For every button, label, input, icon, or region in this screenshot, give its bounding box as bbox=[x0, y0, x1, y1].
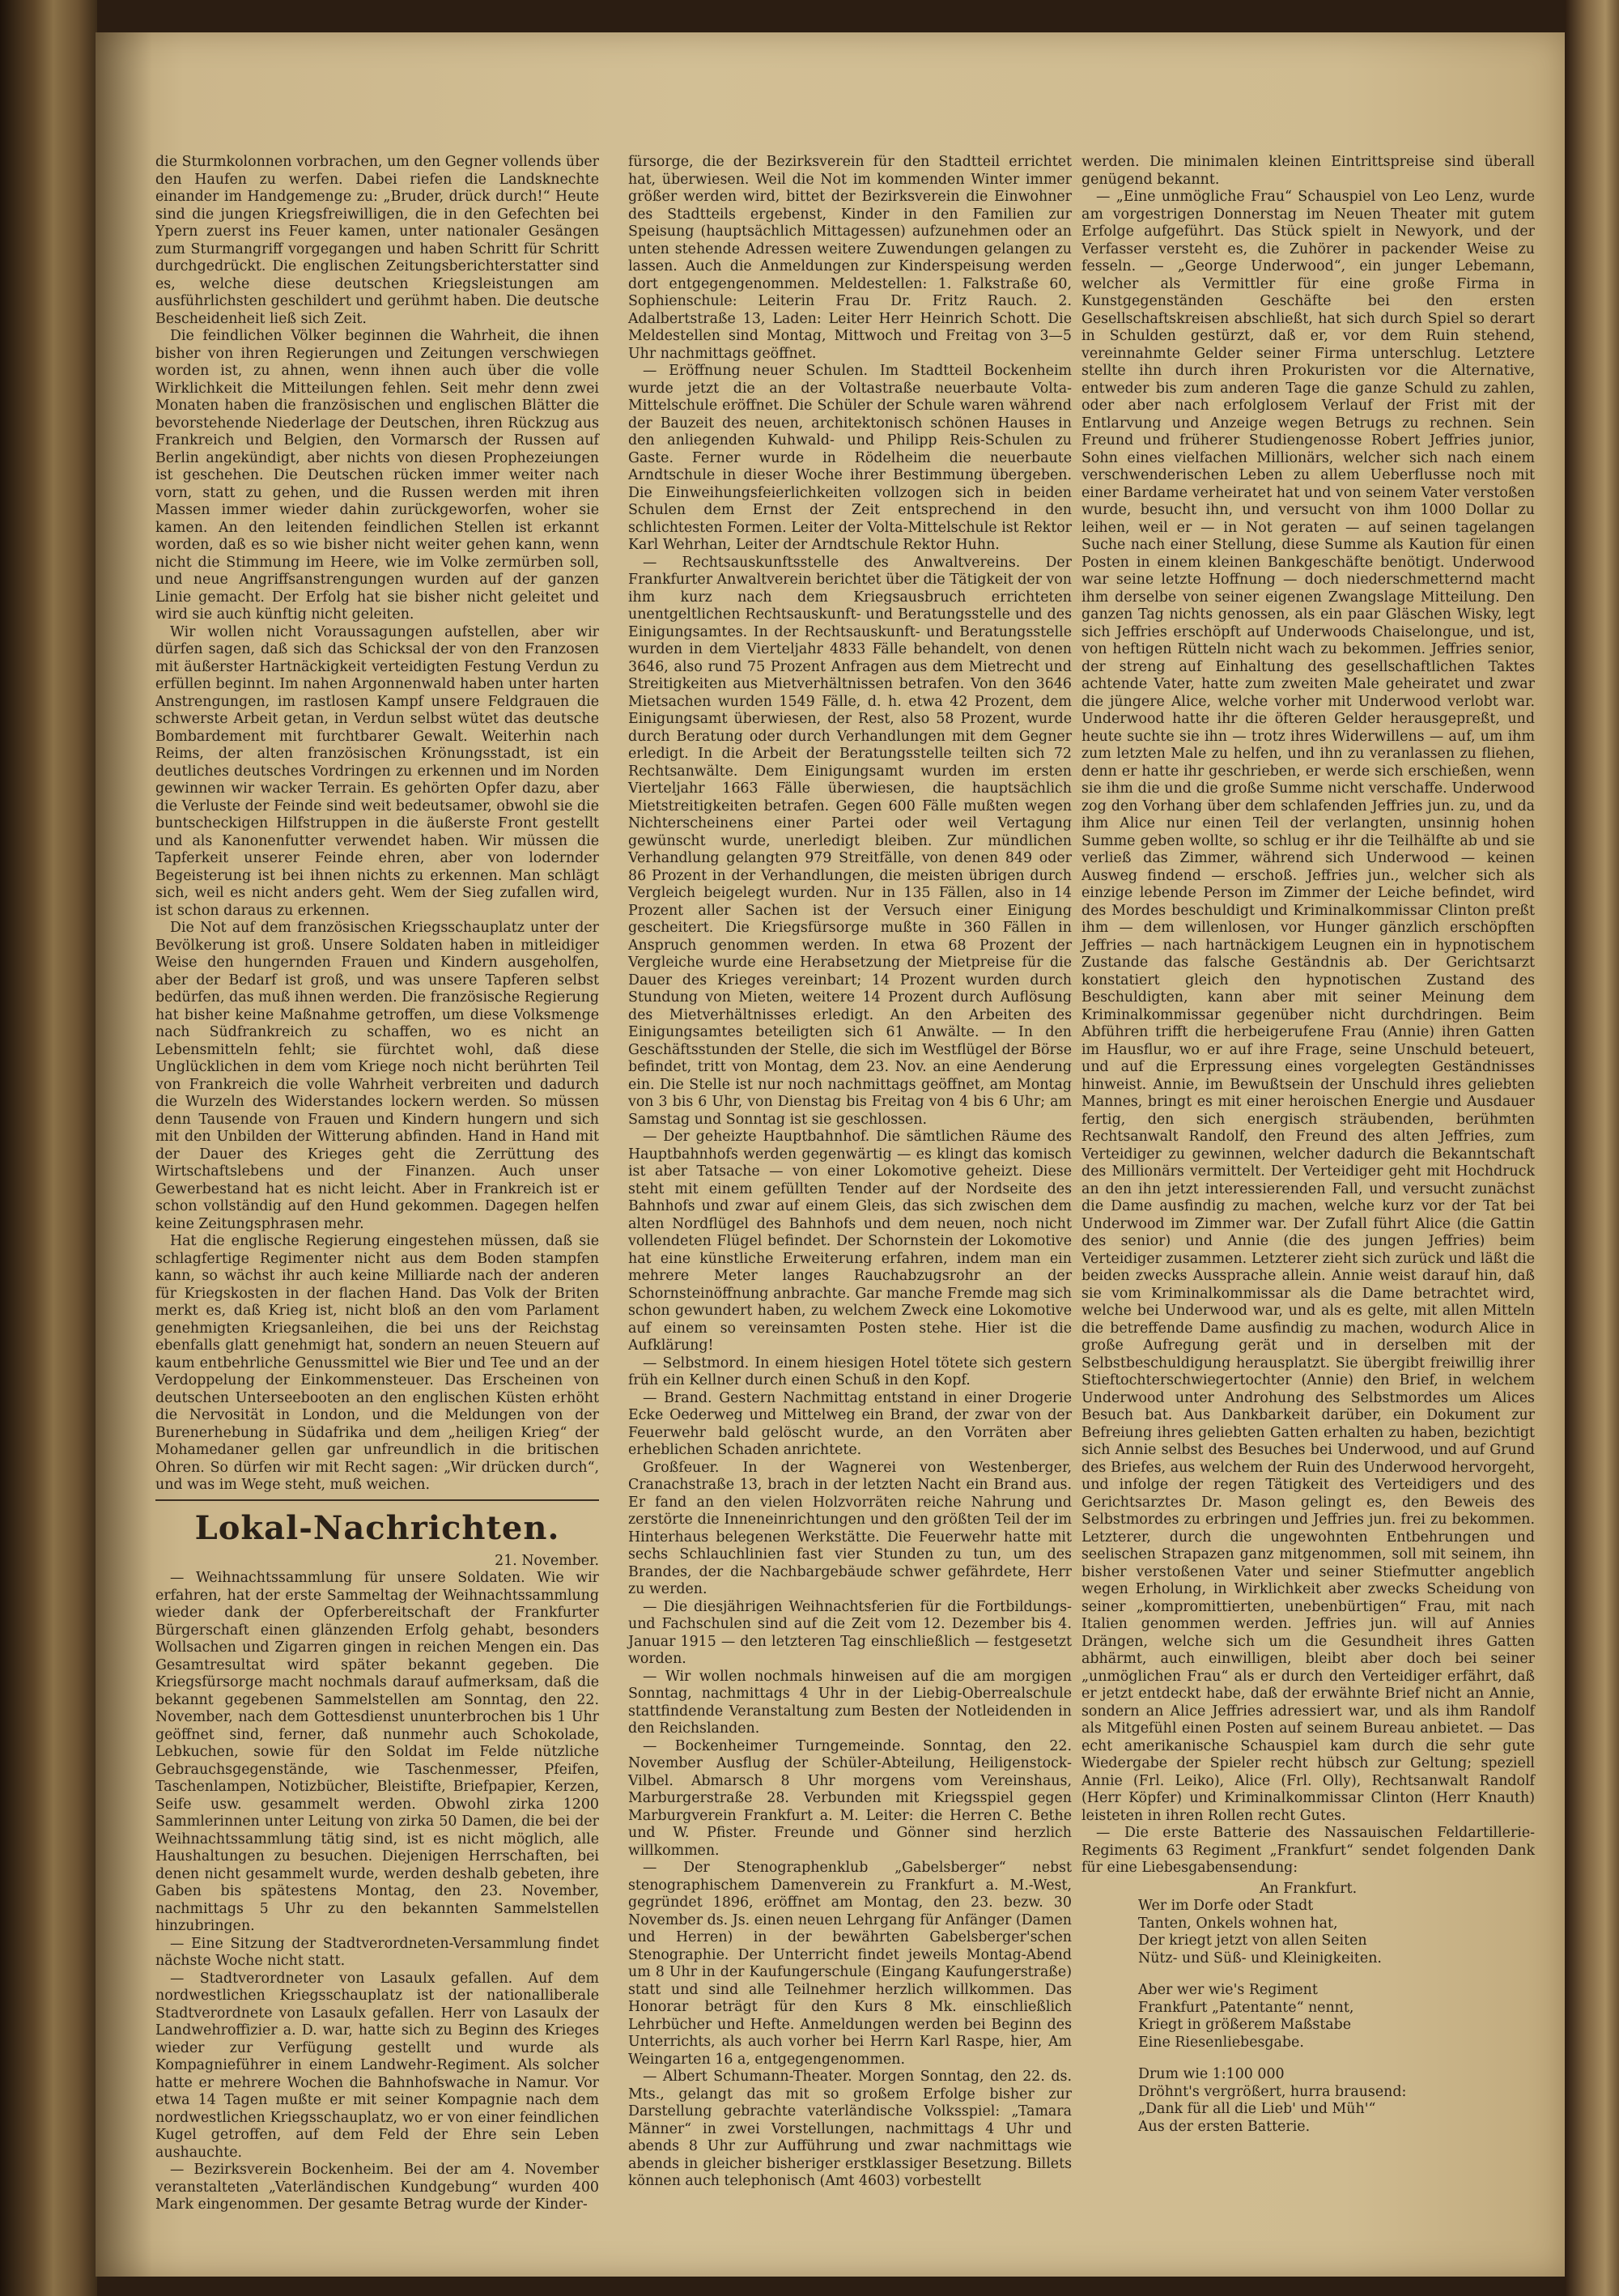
dateline: 21. November. bbox=[495, 1552, 599, 1569]
poem-line: Dröhnt's vergrößert, hurra brausend: bbox=[1138, 2083, 1407, 2100]
news-item: — Die erste Batterie des Nassauischen Feldartillerie-Regiments 63 Regiment „Frankfurt“ sendet folgenden Dank für eine Liebesgabensendung: bbox=[1081, 1825, 1535, 1876]
column-left bbox=[155, 154, 599, 2214]
column-middle bbox=[628, 154, 1072, 2191]
poem-line: Aus der ersten Batterie. bbox=[1138, 2118, 1311, 2135]
poem-line: Wer im Dorfe oder Stadt bbox=[1138, 1898, 1314, 1914]
news-item: — Wir wollen nochmals hinweisen auf die am morgigen Sonntag, nachmittags 4 Uhr in der Liebig-Oberrealschule stattfindende Veranstaltung zum Besten der Notleidenden in den Reichslanden. bbox=[628, 1668, 1072, 1737]
news-item: — Eröffnung neuer Schulen. Im Stadtteil Bockenheim wurde jetzt die an der Voltastraße neuerbaute Volta-Mittelschule eröffnet. Die Schüler der Schule waren während der Bauzeit des neuen, architektonisch schönen Hauses in den anliegenden Kuhwald- und Philipp Reis-Schulen zu Gaste. Ferner wurde in Rödelheim die neuerbaute Arndtschule in dieser Woche ihrer Bestimmung übergeben. Die Einweihungsfeierlichkeiten vollzogen sich in beiden Schulen dem Ernst der Zeit entsprechend in den schlichtesten Formen. Leiter der Volta-Mittelschule ist Rektor Karl Wehrhan, Leiter der Arndtschule Rektor Huhn. bbox=[628, 363, 1072, 553]
news-item: fürsorge, die der Bezirksverein für den Stadtteil errichtet hat, überwiesen. Weil die Not im kommenden Winter immer größer werden wird, bittet der Bezirksverein die Einwohner des Stadtteils ergebenst, Kinder in den Familien zur Speisung (hauptsächlich Mittagessen) aufzunehmen oder an unten stehende Adressen weitere Zuwendungen gelangen zu lassen. Auch die Anmeldungen zur Kinderspeisung werden dort entgegengenommen. Meldestellen: 1. Falkstraße 60, Sophienschule: Leiterin Frau Dr. Fritz Rauch. 2. Adalbertstraße 13, Laden: Leiter Herr Heinrich Schott. Die Meldestellen sind Montag, Mittwoch und Freitag von 3—5 Uhr nachmittags geöffnet. bbox=[628, 154, 1072, 362]
article-paragraph: Wir wollen nicht Voraussagungen aufstellen, aber wir dürfen sagen, daß sich das Schicksal der von den Franzosen mit äußerster Hartnäckigkeit verteidigten Festung Verdun zu erfüllen beginnt. Im nahen Argonnenwald haben unter harten Anstrengungen, im rastlosen Kampf unsere Feldgrauen die schwerste Arbeit getan, in Verdun selbst wütet das deutsche Bombardement mit furchtbarer Gewalt. Weiterhin nach Reims, der alten französischen Krönungsstadt, ist ein deutliches deutsches Vordringen zu erkennen und im Norden gewinnen wir wacker Terrain. Es gehörten Opfer dazu, aber die Verluste der Feinde sind weit bedeutsamer, obwohl sie die buntscheckigen Hilfstruppen in die äußerste Front gestellt und als Kanonenfutter verwendet haben. Wir müssen die Tapferkeit unserer Feinde ehren, aber von lodernder Begeisterung ist bei ihnen nichts zu erkennen. Man schlägt sich, weil es nicht anders geht. Wem der Sieg zufallen wird, ist schon daraus zu erkennen. bbox=[155, 623, 599, 919]
poem bbox=[1138, 1881, 1535, 2137]
section-heading: Lokal-Nachrichten. bbox=[194, 1508, 560, 1547]
poem-line: Kriegt in größerem Maßstabe bbox=[1138, 2017, 1352, 2033]
book-edge-right bbox=[1565, 0, 1619, 2296]
poem-title: An Frankfurt. bbox=[1259, 1880, 1358, 1897]
stanza-gap bbox=[1138, 1967, 1535, 1982]
news-item: Großfeuer. In der Wagnerei von Westenberger, Cranachstraße 13, brach in der letzten Nacht ein Brand aus. Er fand an den vielen Holzvorräten reiche Nahrung und zerstörte die Inneneinrichtungen und den größten Teil der im Hinterhaus belegenen Werkstätte. Die Feuerwehr hatte mit sechs Schlauchlinien fast vier Stunden zu tun, um des Brandes, der die Nachbargebäude schwer gefährdete, Herr zu werden. bbox=[628, 1459, 1072, 1597]
poem-line: „Dank für all die Lieb' und Müh'“ bbox=[1138, 2101, 1376, 2117]
news-item: — Bezirksverein Bockenheim. Bei der am 4. November veranstalteten „Vaterländischen Kundgebung“ wurden 400 Mark eingenommen. Der gesamte Betrag wurde der Kinder- bbox=[155, 2162, 599, 2213]
poem-line: Der kriegt jetzt von allen Seiten bbox=[1138, 1932, 1367, 1949]
news-item: — Bockenheimer Turngemeinde. Sonntag, den 22. November Ausflug der Schüler-Abteilung, Heiligenstock-Vilbel. Abmarsch 8 Uhr morgens vom Vereinshaus, Marburgerstraße 28. Verbunden mit Kriegsspiel gegen Marburgverein Frankfurt a. M. Leiter: die Herren C. Bethe und W. Pfister. Freunde und Gönner sind herzlich willkommen. bbox=[628, 1737, 1072, 1859]
news-item: — Eine Sitzung der Stadtverordneten-Versammlung findet nächste Woche nicht statt. bbox=[155, 1935, 599, 1969]
book-edge-left bbox=[0, 0, 97, 2296]
news-item: — Stadtverordneter von Lasaulx gefallen. Auf dem nordwestlichen Kriegsschauplatz ist der nationalliberale Stadtverordnete von Lasaulx gefallen. Herr von Lasaulx der Landwehroffizier a. D. war, hatte sich zu Beginn des Krieges wieder zur Verfügung gestellt und wurde als Kompagnieführer in einem Landwehr-Regiment. Als solcher hatte er mehrere Wochen die Bahnhofswache in Namur. Vor etwa 14 Tagen mußte er mit seiner Kompagnie nach dem nordwestlichen Kriegsschauplatz, wo er von einer feindlichen Kugel getroffen, auf dem Feld der Ehre sein Leben aushauchte. bbox=[155, 1970, 599, 2161]
news-item: — Rechtsauskunftsstelle des Anwaltvereins. Der Frankfurter Anwaltverein berichtet über die Tätigkeit der von ihm kurz nach dem Kriegsausbruch errichteten unentgeltlichen Rechtsauskunft- und Beratungsstelle und des Einigungsamtes. In der Rechtsauskunft- und Beratungsstelle wurden in dem Vierteljahr 4833 Fälle behandelt, von denen 3646, also rund 75 Prozent Anfragen aus dem Mietrecht und Streitigkeiten aus Mietverhältnissen betrafen. Von den 3646 Mietsachen wurden 1549 Fälle, d. h. etwa 42 Prozent, dem Einigungsamt überwiesen, der Rest, also 58 Prozent, wurde durch Beratung oder durch Verhandlungen mit dem Gegner erledigt. In die Arbeit der Beratungsstelle teilten sich 72 Rechtsanwälte. Dem Einigungsamt wurden im ersten Vierteljahr 1663 Fälle überwiesen, die hauptsächlich Mietstreitigkeiten betrafen. Gegen 600 Fälle mußten wegen Nichterscheinens einer Partei oder weil Vertagung gewünscht wurde, unerledigt bleiben. Zur mündlichen Verhandlung gelangten 979 Streitfälle, von denen 849 oder 86 Prozent in der Verhandlungen, die meisten übrigen durch Vergleich beigelegt wurden. Nur in 135 Fällen, also in 14 Prozent aller Sachen ist der Versuch einer Einigung gescheitert. Die Kriegsfürsorge mußte in 360 Fällen in Anspruch genommen werden. In etwa 68 Prozent der Vergleiche wurde eine Herabsetzung der Mietpreise für die Dauer des Krieges vereinbart; 14 Prozent wurden durch Stundung von Mieten, weitere 14 Prozent durch Auflösung des Mietverhältnisses erledigt. An den Arbeiten des Einigungsamtes beteiligten sich 61 Anwälte. — In den Geschäftsstunden der Stelle, die sich im Westflügel der Börse befindet, tritt von Montag, dem 23. Nov. an eine Aenderung ein. Die Stelle ist nur noch nachmittags geöffnet, am Montag von 3 bis 6 Uhr, von Dienstag bis Freitag von 4 bis 6 Uhr; am Samstag und Sonntag ist sie geschlossen. bbox=[628, 554, 1072, 1128]
poem-line: Eine Riesenliebesgabe. bbox=[1138, 2034, 1304, 2051]
news-item: — Weihnachtssammlung für unsere Soldaten. Wie wir erfahren, hat der erste Sammeltag der Weihnachtssammlung wieder dank der Opferbereitschaft der Frankfurter Bürgerschaft einen glänzenden Erfolg gehabt, besonders Wollsachen und Zigarren gingen in reichen Mengen ein. Das Gesamtresultat wird später bekannt gegeben. Die Kriegsfürsorge macht nochmals darauf aufmerksam, daß die bekannt gegebenen Sammelstellen am Sonntag, den 22. November, nach dem Gottesdienst ununterbrochen bis 1 Uhr geöffnet sind, ferner, daß nunmehr auch Schokolade, Lebkuchen, sowie für den Soldat im Felde nützliche Gebrauchsgegenstände, wie Taschenmesser, Pfeifen, Taschenlampen, Notizbücher, Bleistifte, Briefpapier, Kerzen, Seife usw. gesammelt werden. Obwohl zirka 1200 Sammlerinnen unter Leitung von zirka 50 Damen, die bei der Weihnachtssammlung tätig sind, ist es nicht möglich, alle Haushaltungen zu besuchen. Diejenigen Herrschaften, bei denen nicht gesammelt wurde, werden deshalb gebeten, ihre Gaben bis spätestens Montag, den 23. November, nachmittags 5 Uhr zu den bekannten Sammelstellen hinzubringen. bbox=[155, 1570, 599, 1934]
poem-line: Frankfurt „Patentante“ nennt, bbox=[1138, 1999, 1354, 2016]
news-item: werden. Die minimalen kleinen Eintrittspreise sind überall genügend bekannt. bbox=[1081, 154, 1535, 188]
poem-line: Tanten, Onkels wohnen hat, bbox=[1138, 1915, 1338, 1932]
poem-line: Aber wer wie's Regiment bbox=[1138, 1982, 1318, 1998]
news-item: — Brand. Gestern Nachmittag entstand in einer Drogerie Ecke Oederweg und Mittelweg ein Brand, der zwar von der Feuerwehr bald gelöscht wurde, an den Vorräten aber erheblichen Schaden anrichtete. bbox=[628, 1389, 1072, 1458]
news-item: — Albert Schumann-Theater. Morgen Sonntag, den 22. ds. Mts., gelangt das mit so großem Erfolge bisher zur Darstellung gebrachte vaterländische Volksspiel: „Tamara Männer“ in zwei Vorstellungen, nachmittags 4 Uhr und abends 8 Uhr zur Aufführung und zwar nachmittags wie abends in gleicher bisheriger erstklassiger Besetzung. Billets können auch telephonisch (Amt 4603) vorbestellt bbox=[628, 2069, 1072, 2189]
article-paragraph: Die Not auf dem französischen Kriegsschauplatz unter der Bevölkerung ist groß. Unsere Soldaten haben in mitleidiger Weise den hungernden Frauen und Kindern ausgeholfen, aber der Bedarf ist groß, und was unsere Tapferen selbst bedürfen, das muß ihnen werden. Die französische Regierung hat bisher keine Maßnahme getroffen, um diese Volksmenge nach Südfrankreich zu schaffen, wo es nicht an Lebensmitteln fehlt; sie fürchtet wohl, daß diese Unglücklichen in dem vom Kriege noch nicht berührten Teil von Frankreich die volle Wahrheit verbreiten und dadurch die Wurzeln des Widerstandes lockern werden. So müssen denn Tausende von Frauen und Kindern hungern und sich mit den Unbilden der Witterung abfinden. Hand in Hand mit der Dauer des Krieges geht die Zerrüttung des Wirtschaftslebens und der Finanzen. Auch unser Gewerbestand hat es nicht leicht. Aber in Frankreich ist er schon vollständig auf den Hund gekommen. Dagegen helfen keine Zeitungsphrasen mehr. bbox=[155, 920, 599, 1232]
stanza-gap bbox=[1138, 2052, 1535, 2066]
page-fold-shadow bbox=[96, 32, 152, 2277]
news-item: — Selbstmord. In einem hiesigen Hotel tötete sich gestern früh ein Kellner durch einen Schuß in den Kopf. bbox=[628, 1354, 1072, 1388]
column-right bbox=[1081, 154, 1535, 2136]
theater-review: — „Eine unmögliche Frau“ Schauspiel von Leo Lenz, wurde am vorgestrigen Donnerstag im Neuen Theater mit gutem Erfolge aufgeführt. Das Stück spielt in Newyork, und der Verfasser versteht es, die Zuhörer in packender Weise zu fesseln. — „George Underwood“, ein junger Lebemann, welcher als Vermittler für eine große Firma in Kunstgegenständen Geschäfte bei den ersten Gesellschaftskreisen abschließt, hat sich durch Spiel so derart in Schulden gestürzt, daß er, vor dem Ruin stehend, vereinnahmte Gelder seiner Firma unterschlug. Letztere stellte ihn durch ihren Prokuristen vor die Alternative, entweder bis zum anderen Tage die ganze Schuld zu zahlen, oder aber nach erfolglosem Verlauf der Frist mit der Entlarvung und Anzeige wegen Betrugs zu rechnen. Sein Freund und früherer Studiengenosse Robert Jeffries junior, Sohn eines vielfachen Millionärs, welcher sich nach einem verschwenderischen Leben zu allem Ueberflusse noch mit einer Bardame verheiratet hat und von seinem Vater verstoßen wurde, besucht ihn, und versucht von ihm 1000 Dollar zu leihen, weil er — in Not geraten — auf seinen tagelangen Suche nach einer Stellung, diese Summe als Kaution für einen Posten in einem kleinen Bankgeschäfte benötigt. Underwood war seine letzte Hoffnung — doch niederschmetternd macht ihm derselbe von seiner eigenen Zwangslage Mitteilung. Den ganzen Tag nichts genossen, als ein paar Gläschen Wisky, legt sich Jeffries erschöpft auf Underwoods Chaiselongue, und ist, von heftigen Rütteln nicht wach zu bekommen. Jeffries senior, der streng auf Einhaltung des gesellschaftlichen Taktes achtende Vater, hatte zum zweiten Male geheiratet und zwar die jüngere Alice, welche vorher mit Underwood verlobt war. Underwood hatte ihr die öfteren Gelder herausgepreßt, und heute suchte sie ihn — trotz ihres Widerwillens — auf, um ihm zum letzten Male zu helfen, und ihn zu veranlassen zu fliehen, denn er hatte ihr geschrieben, er werde sich erschießen, wenn sie ihm die und die große Summe nicht verschaffe. Underwood zog den Vorhang über dem schlafenden Jeffries jun. zu, und da ihm Alice nur einen Teil der verlangten, unsinnig hohen Summe geben wollte, so schlug er ihr die Teilhälfte ab und sie verließ das Zimmer, während sich Underwood — keinen Ausweg findend — erschoß. Jeffries jun., welcher sich als einzige lebende Person im Zimmer der Leiche befindet, wird des Mordes beschuldigt und Kriminalkommissar Clinton preßt ihm — dem willenlosen, vor Hunger gänzlich erschöpften Jeffries — nach hartnäckigem Leugnen ein in hypnotischem Zustande das falsche Geständnis ab. Der Gerichtsarzt konstatiert gleich den hypnotischen Zustand des Beschuldigten, kann aber mit seiner Meinung dem Kriminalkommissar gegenüber nicht durchdringen. Beim Abführen trifft die herbeigerufene Frau (Annie) ihren Gatten im Hausflur, wo er auf ihre Frage, seine Unschuld beteuert, und auf die Erpressung eines vorgelegten Geständnisses hinweist. Annie, im Bewußtsein der Unschuld ihres geliebten Mannes, bringt es mit einer heroischen Energie und Ausdauer fertig, den sich energisch sträubenden, berühmten Rechtsanwalt Randolf, den Freund des alten Jeffries, zum Verteidiger zu gewinnen, welcher dadurch die Bekanntschaft des Millionärs vermittelt. Der Verteidiger geht mit Hochdruck an den ihn jetzt interessierenden Fall, und versucht zunächst die Dame ausfindig zu machen, welche kurz vor der Tat bei Underwood im Zimmer war. Der Zufall führt Alice (die Gattin des senior) und Annie (die des jungen Jeffries) beim Verteidiger zusammen. Letzterer zieht sich zurück und läßt die beiden zwecks Aussprache allein. Annie weist darauf hin, daß sie vom Kriminalkommissar als die Dame betrachtet wird, welche bei Underwood war, und als es gelte, mit allen Mitteln die betreffende Dame ausfindig zu machen, wodurch Alice in große Aufregung gerät und in derselben mit der Selbstbeschuldigung herausplatzt. Sie übergibt freiwillig ihrer Stieftochterschwiegertochter (Annie) den Brief, in welchem Underwood unter Androhung des Selbstmordes um Alices Besuch bat. Aus Dankbarkeit darüber, ein Dokument zur Befreiung ihres geliebten Gatten erhalten zu haben, bezichtigt sich Annie selbst des Besuches bei Underwood, und auf Grund des Briefes, aus welchem der Ruin des Underwood hervorgeht, und infolge der regen Tätigkeit des Verteidigers und des Gerichtsarztes Dr. Mason gelingt es, den Beweis des Selbstmordes zu erbringen und Jeffries jun. frei zu bekommen. Letzterer, durch die ungewohnten Entbehrungen und seelischen Strapazen ganz mitgenommen, soll mit seinem, ihn bisher verstoßenen Vater und seiner Stiefmutter angeblich wegen Erholung, in Wirklichkeit aber zwecks Scheidung von seiner „kompromittierten, unebenbürtigen“ Frau, mit nach Italien genommen werden. Jeffries jun. will auf Annies Drängen, welche sich um die Gesundheit ihres Gatten abhärmt, auch einwilligen, bleibt aber doch bei seiner „unmöglichen Frau“ als er durch den Verteidiger erfährt, daß er jetzt entdeckt habe, daß der erwähnte Brief nicht an Annie, sondern an Alice Jeffries adressiert war, und als ihm Randolf als Mitgefühl einen Posten auf seinem Bureau anbietet. — Das echt amerikanische Schauspiel kam durch die sehr gute Wiedergabe der Spieler recht hübsch zur Geltung; speziell Annie (Frl. Leiko), Alice (Frl. Olly), Rechtsanwalt Randolf (Herr Köpfer) und Kriminalkommissar Clinton (Herr Knauth) leisteten in ihren Rollen recht Gutes. bbox=[1081, 189, 1535, 1824]
poem-line: Drum wie 1:100 000 bbox=[1138, 2066, 1285, 2082]
section-divider bbox=[155, 1499, 599, 1501]
news-item: — Die diesjährigen Weihnachtsferien für die Fortbildungs- und Fachschulen sind auf die Zeit vom 12. Dezember bis 4. Januar 1915 — den letzteren Tag einschließlich — festgesetzt worden. bbox=[628, 1598, 1072, 1667]
news-item: — Der Stenographenklub „Gabelsberger“ nebst stenographischem Damenverein zu Frankfurt a. M.-West, gegründet 1896, eröffnet am Montag, den 23. bezw. 30 November ds. Js. einen neuen Lehrgang für Anfänger (Damen und Herren) in der bewährten Gabelsberger'schen Stenographie. Der Unterricht findet jeweils Montag-Abend um 8 Uhr in der Kaufungerschule (Eingang Kaufungerstraße) statt und sind alle Teilnehmer herzlich willkommen. Das Honorar beträgt für den Kurs 8 Mk. einschließlich Lehrbücher und Hefte. Anmeldungen werden bei Beginn des Unterrichts, als auch vorher bei Herrn Karl Raspe, hier, Am Weingarten 16 a, entgegengenommen. bbox=[628, 1860, 1072, 2068]
article-paragraph: die Sturmkolonnen vorbrachen, um den Gegner vollends über den Haufen zu werfen. Dabei riefen die Landsknechte einander im Handgemenge zu: „Bruder, drück durch!“ Heute sind die jungen Kriegsfreiwilligen, die in den Gefechten bei Ypern zuerst ins Feuer kamen, unter nationaler Gesängen zum Sturmangriff vorgegangen und haben Schritt für Schritt durchgedrückt. Die englischen Zeitungsberichterstatter sind es, welche diese deutschen Kriegsleistungen am ausführlichsten geschildert und gerühmt haben. Die deutsche Bescheidenheit ließ sich Zeit. bbox=[155, 154, 599, 327]
news-item: — Der geheizte Hauptbahnhof. Die sämtlichen Räume des Hauptbahnhofs werden gegenwärtig — es klingt das komisch ist aber Tatsache — von einer Lokomotive geheizt. Diese steht mit einem gefüllten Tender auf der Nordseite des Bahnhofs und zwar auf einem Gleis, das sich zwischen dem alten Nordflügel des Bahnhofs und dem neuen, noch nicht vollendeten Flügel befindet. Der Schornstein der Lokomotive hat eine künstliche Erweiterung erfahren, indem man ein mehrere Meter langes Rauchabzugsrohr an der Schornsteinöffnung anbrachte. Gar manche Fremde mag sich schon gewundert haben, zu welchem Zweck eine Lokomotive auf einem so vereinsamten Posten stehe. Hier ist die Aufklärung! bbox=[628, 1129, 1072, 1354]
article-paragraph: Die feindlichen Völker beginnen die Wahrheit, die ihnen bisher von ihren Regierungen und Zeitungen verschwiegen worden ist, zu ahnen, wenn ihnen auch über die volle Wirklichkeit die Mitteilungen fehlen. Seit mehr denn zwei Monaten haben die französischen und englischen Blätter die bevorstehende Niederlage der Deutschen, ihren Rückzug aus Frankreich und Belgien, den Vormarsch der Russen auf Berlin angekündigt, aber nichts von diesen Prophezeiungen ist geschehen. Die Deutschen rücken immer weiter nach vorn, statt zu gehen, und die Russen werden mit ihren Massen immer wieder dahin zurückgeworfen, woher sie kamen. An den leitenden feindlichen Stellen ist erkannt worden, daß es so wie bisher nicht weiter gehen kann, wenn nicht die Stimmung im Heere, wie im Volke zermürben soll, und neue Angriffsanstrengungen wurden auf der ganzen Linie gemacht. Der Erfolg hat sie bisher nicht geleitet und wird sie auch künftig nicht geleiten. bbox=[155, 328, 599, 623]
article-paragraph: Hat die englische Regierung eingestehen müssen, daß sie schlagfertige Regimenter nicht aus dem Boden stampfen kann, so wächst ihr auch keine Milliarde nach der anderen für Kriegskosten in der flachen Hand. Das Volk der Briten merkt es, daß Krieg ist, nicht bloß an den vom Parlament genehmigten Kriegsanleihen, die bei uns der Reichstag ebenfalls glatt genehmigt hat, sondern an neuen Steuern auf kaum entbehrliche Genussmittel wie Bier und Tee und an der Verdoppelung der Einkommensteuer. Das Erscheinen von deutschen Unterseebooten an den englischen Küsten erhöht die Nervosität in London, und die Meldungen von der Burenerhebung in Südafrika und dem „heiligen Krieg“ der Mohamedaner gellen gar unfreundlich in die britischen Ohren. So dürfen wir mit Recht sagen: „Wir drücken durch“, und was im Wege steht, muß weichen. bbox=[155, 1233, 599, 1493]
poem-line: Nütz- und Süß- und Kleinigkeiten. bbox=[1138, 1949, 1382, 1966]
